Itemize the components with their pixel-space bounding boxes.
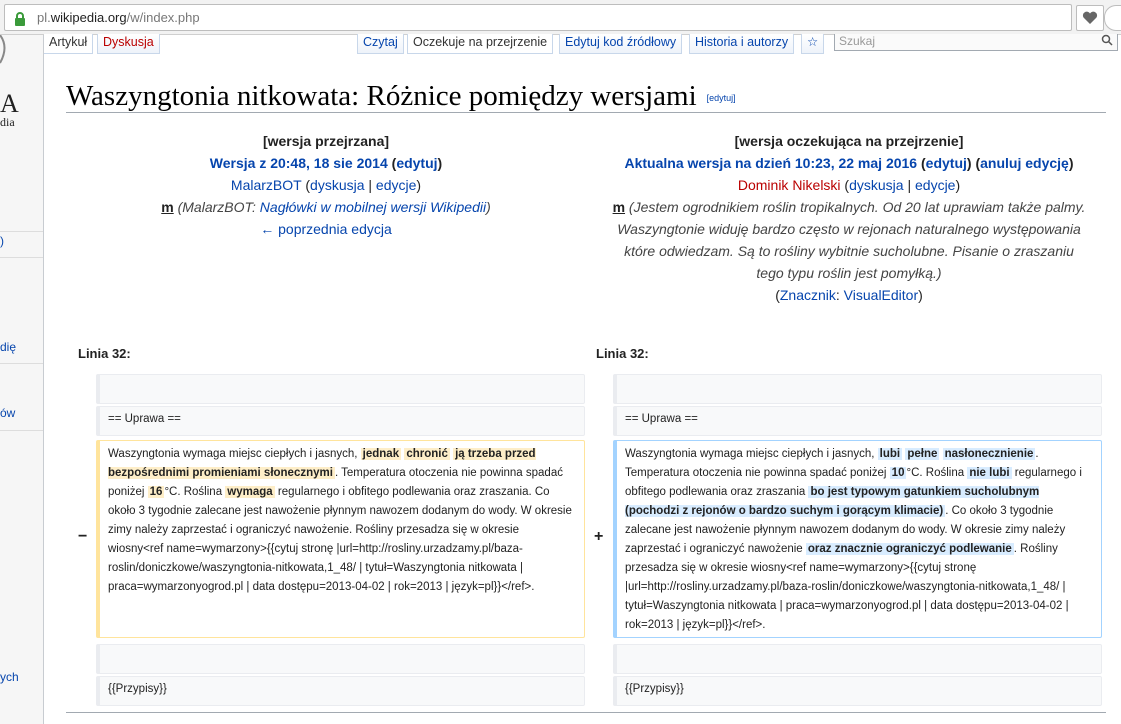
old-context-heading	[96, 406, 585, 436]
heart-icon	[1082, 11, 1098, 25]
diff-text: Waszyngtonia wymaga miejsc ciepłych i jasnych,	[108, 448, 361, 460]
sidebar-divider	[0, 231, 43, 232]
diff-text: . Temperatura otoczenia nie powinna spadać poniżej	[625, 448, 1039, 479]
diff-highlight: lubi	[879, 448, 901, 460]
old-line-number: Linia 32:	[78, 346, 131, 361]
new-line-number: Linia 32:	[596, 346, 649, 361]
logo-subtitle: dia	[0, 115, 15, 129]
sidebar	[0, 35, 44, 724]
tag-label-link[interactable]: Znacznik	[779, 287, 836, 303]
new-contribs-link[interactable]: edycje	[915, 177, 956, 193]
diff-highlight: jednak	[362, 448, 400, 460]
undo-edit-link[interactable]: anuluj edycję	[980, 155, 1069, 171]
diff-highlight: chronić	[406, 448, 448, 460]
sidebar-item[interactable]: ów	[0, 406, 16, 420]
diff-text: regularnego i obfitego podlewania oraz zraszania	[625, 467, 1082, 498]
new-context-footer	[613, 676, 1102, 706]
sidebar-item[interactable]: )	[0, 234, 4, 248]
old-user-link[interactable]: MalarzBOT	[230, 177, 302, 193]
diff-text: °C. Roślina	[164, 486, 226, 498]
sidebar-item[interactable]: dię	[0, 340, 17, 354]
diff-highlight: 10	[891, 467, 905, 479]
new-revision-header: [wersja oczekująca na przejrzenie] Aktualna wersja na dzień 10:23, 22 maj 2016 (edytuj) (anuluj edycję) Dominik Nikelski (dyskusja | edycje) m (Jestem ogrodnikiem roślin tropikalnych. Od 20 lat uprawiam także palmy. Waszyngtonie widuję bardzo często w rejonach naturalnego występowania które odwiedzam. Są to rośliny wybitnie sucholubne. Pisanie o zraszaniu tego typu roślin jest pomyłką.) (Znacznik: VisualEditor)	[589, 130, 1109, 306]
tab-article[interactable]: Artykuł	[44, 34, 93, 54]
new-revision-status: [wersja oczekująca na przejrzenie]	[734, 133, 964, 149]
diff-text: . Temperatura otoczenia nie powinna spadać poniżej	[108, 467, 563, 498]
address-bar[interactable]	[4, 4, 1072, 31]
lock-icon	[13, 10, 27, 25]
url-text: pl.wikipedia.org/w/index.php	[37, 10, 200, 25]
new-status-label: wersja oczekująca na przejrzenie	[739, 133, 959, 149]
sidebar-divider	[0, 430, 43, 431]
old-edit-summary: m (MalarzBOT: Nagłówki w mobilnej wersji Wikipedii)	[161, 199, 491, 215]
new-edit-link[interactable]: edytuj	[925, 155, 967, 171]
bottom-divider	[66, 712, 1106, 713]
browser-toolbar	[0, 0, 1121, 35]
new-context-empty	[613, 374, 1102, 404]
search-icon[interactable]	[1101, 34, 1113, 49]
tag-value-link[interactable]: VisualEditor	[843, 287, 919, 303]
old-revision-status: [wersja przejrzana]	[262, 133, 390, 149]
wikipedia-logo[interactable]	[0, 35, 10, 71]
tab-history[interactable]: Historia i autorzy	[689, 34, 794, 54]
diff-highlight: pełne	[907, 448, 938, 460]
search-placeholder: Szukaj	[839, 34, 876, 48]
old-version-link[interactable]: Wersja z 20:48, 18 sie 2014	[209, 155, 388, 171]
old-context-empty	[96, 374, 585, 404]
tab-discussion[interactable]: Dyskusja	[97, 34, 160, 54]
minor-edit-flag: m	[161, 199, 174, 215]
old-changed-text	[96, 440, 585, 638]
diff-text: . Rośliny przesadza się w okresie wiosny<ref name=wymarzony>{{cytuj stronę |url=http://rosliny.urzadzamy.pl/baza-roslin/doniczkowe/waszyngtonia-nitkowata,1_48/ | tytuł=Waszyngtonia nitkowata | praca=wymarzonyogrod.pl | data dostępu=2013-04-02 | rok=2013 | język=pl}}</ref>.	[625, 543, 1069, 631]
previous-edit-link[interactable]: ← poprzednia edycja	[260, 221, 392, 237]
sidebar-item[interactable]: ych	[0, 670, 19, 684]
diff-highlight: oraz znacznie ograniczyć podlewanie	[807, 543, 1012, 555]
main-content	[44, 56, 1121, 724]
old-talk-link[interactable]: dyskusja	[310, 177, 365, 193]
watch-star-icon[interactable]: ☆	[801, 34, 824, 54]
tab-pending[interactable]: Oczekuje na przejrzenie	[407, 34, 553, 54]
old-contribs-link[interactable]: edycje	[375, 177, 417, 193]
search-input[interactable]	[834, 34, 1118, 51]
page-title	[66, 80, 736, 113]
old-heading-text: == Uprawa ==	[108, 413, 181, 425]
minor-edit-flag: m	[612, 199, 626, 215]
new-user-link[interactable]: Dominik Nikelski	[737, 177, 841, 193]
browser-menu-button[interactable]	[1104, 5, 1121, 31]
old-edit-link[interactable]: edytuj	[396, 155, 438, 171]
diff-highlight: 16	[149, 486, 163, 498]
new-edit-summary	[589, 196, 1109, 284]
added-line-marker: +	[594, 528, 604, 545]
old-summary-user: MalarzBOT	[182, 199, 253, 215]
old-status-label: wersja przejrzana	[267, 133, 385, 149]
page-tabs	[44, 34, 1121, 56]
new-changed-text	[613, 440, 1102, 638]
old-revision-header: [wersja przejrzana] Wersja z 20:48, 18 sie 2014 (edytuj) MalarzBOT (dyskusja | edycje) m (MalarzBOT: Nagłówki w mobilnej wersji Wikipedii) ← poprzednia edycja	[66, 130, 586, 240]
new-footer-text: {{Przypisy}}	[625, 683, 684, 695]
old-footer-text: {{Przypisy}}	[108, 683, 167, 695]
new-summary-text: (Jestem ogrodnikiem roślin tropikalnych. Od 20 lat uprawiam także palmy. Waszyngtonie widuję bardzo często w rejonach naturalnego występowania które odwiedzam. Są to rośliny wybitnie sucholubne. Pisanie o zraszaniu tego typu roślin jest pomyłką.)	[617, 199, 1086, 281]
old-changed-paragraph	[100, 441, 584, 597]
old-summary-link[interactable]: Nagłówki w mobilnej wersji Wikipedii	[259, 199, 487, 215]
diff-text: Waszyngtonia wymaga miejsc ciepłych i jasnych,	[625, 448, 878, 460]
old-context-footer	[96, 676, 585, 706]
diff-text: . Co około 3 tygodnie zalecane jest nawożenie płynnym nawozem dodanym do wody. W okresie zimy należy zaprzestać i ograniczyć nawożenie	[625, 505, 1066, 555]
new-context-heading	[613, 406, 1102, 436]
diff-highlight: nasłonecznienie	[944, 448, 1034, 460]
diff-highlight: wymaga	[227, 486, 273, 498]
sidebar-divider	[0, 363, 43, 364]
old-context-empty	[96, 644, 585, 674]
sidebar-divider	[0, 257, 43, 258]
title-edit-link[interactable]: [edytuj]	[706, 93, 736, 104]
edit-tag: (Znacznik: VisualEditor)	[775, 287, 923, 303]
page-title-text: Waszyngtonia nitkowata: Różnice pomiędzy wersjami	[66, 80, 697, 112]
diff-highlight: ją trzeba przed bezpośrednimi promieniami słonecznymi	[108, 448, 536, 479]
favorite-button[interactable]	[1076, 5, 1104, 31]
new-version-link[interactable]: Aktualna wersja na dzień 10:23, 22 maj 2016	[624, 155, 918, 171]
diff-text: regularnego i obfitego podlewania oraz zraszania. Co około 3 tygodnie zalecane jest nawożenie płynnym nawozem dodanym do wody. W okresie zimy należy zaprzestać i ograniczyć nawożenie. Rośliny przesadza się w okresie wiosny<ref name=wymarzony>{{cytuj stronę |url=http://rosliny.urzadzamy.pl/baza-roslin/doniczkowe/waszyngtonia-nitkowata,1_48/ | tytuł=Waszyngtonia nitkowata | praca=wymarzonyogrod.pl | data dostępu=2013-04-02 | rok=2013 | język=pl}}</ref>.	[108, 486, 572, 593]
tab-edit-source[interactable]: Edytuj kod źródłowy	[559, 34, 682, 54]
title-divider	[66, 112, 1106, 113]
new-changed-paragraph	[617, 441, 1101, 635]
new-heading-text: == Uprawa ==	[625, 413, 698, 425]
logo-letter: A	[0, 89, 19, 118]
new-context-empty	[613, 644, 1102, 674]
removed-line-marker: −	[78, 528, 88, 545]
tab-read[interactable]: Czytaj	[357, 34, 404, 54]
diff-highlight: bo jest typowym gatunkiem sucholubnym (pochodzi z rejonów o bardzo suchym i gorącym klimacie)	[625, 486, 1040, 517]
diff-highlight: nie lubi	[969, 467, 1010, 479]
diff-text: °C. Roślina	[906, 467, 968, 479]
new-talk-link[interactable]: dyskusja	[849, 177, 904, 193]
